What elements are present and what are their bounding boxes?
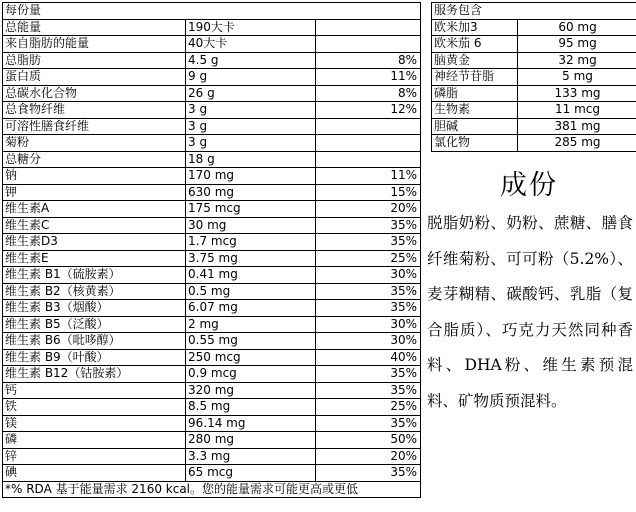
nutrient-name: 维生素 B6（吡哆醇） [3,333,186,350]
nutrient-rda-percent: 25% [316,399,421,416]
nutrient-rda-percent: 8% [316,52,421,69]
nutrient-row [3,118,421,135]
nutrient-name: 维生素C [3,217,186,234]
nutrient-amount: 250 mcg [186,349,316,366]
nutrient-rda-percent: 35% [316,382,421,399]
nutrient-row [3,69,421,86]
nutrient-amount: 630 mg [186,184,316,201]
nutrient-row [3,465,421,482]
nutrient-rda-percent: 30% [316,316,421,333]
nutrient-row [3,168,421,185]
nutrient-rda-percent [316,135,421,152]
serving-amount: 60 mg [518,19,636,36]
nutrient-row [3,382,421,399]
nutrient-amount: 40大卡 [186,36,316,53]
nutrient-amount: 3 g [186,135,316,152]
nutrient-row [3,349,421,366]
nutrient-rda-percent: 25% [316,250,421,267]
nutrient-name: 维生素A [3,201,186,218]
nutrient-name: 维生素E [3,250,186,267]
nutrient-row [3,283,421,300]
nutrient-amount: 4.5 g [186,52,316,69]
serving-name: 神经节苷脂 [432,69,518,86]
nutrient-row [3,201,421,218]
nutrient-name: 总食物纤维 [3,102,186,119]
nutrition-header-row [3,3,421,20]
nutrient-rda-percent: 20% [316,448,421,465]
nutrient-name: 维生素 B3（烟酸） [3,300,186,317]
serving-row [432,52,636,69]
nutrient-name: 钠 [3,168,186,185]
servings-header-row [432,3,636,20]
nutrient-amount: 3 g [186,102,316,119]
nutrient-row [3,300,421,317]
serving-name: 脑黄金 [432,52,518,69]
nutrient-amount: 175 mcg [186,201,316,218]
nutrient-row [3,151,421,168]
nutrient-amount: 170 mg [186,168,316,185]
nutrient-amount: 6.07 mg [186,300,316,317]
nutrient-amount: 0.9 mcg [186,366,316,383]
serving-row [432,36,636,53]
nutrient-rda-percent: 35% [316,234,421,251]
nutrient-amount: 96.14 mg [186,415,316,432]
serving-amount: 11 mcg [518,102,636,119]
nutrient-row [3,19,421,36]
nutrient-amount: 30 mg [186,217,316,234]
serving-row [432,19,636,36]
nutrient-rda-percent [316,19,421,36]
nutrition-header: 每份量 [3,3,421,20]
nutrient-amount: 26 g [186,85,316,102]
nutrient-rda-percent: 35% [316,300,421,317]
nutrient-rda-percent: 11% [316,69,421,86]
nutrient-rda-percent: 35% [316,415,421,432]
nutrient-rda-percent: 20% [316,201,421,218]
nutrient-name: 碘 [3,465,186,482]
ingredients-title: 成份 [500,170,558,201]
serving-name: 生物素 [432,102,518,119]
nutrient-rda-percent: 35% [316,217,421,234]
serving-amount: 285 mg [518,135,636,152]
nutrient-amount: 3 g [186,118,316,135]
nutrient-row [3,448,421,465]
nutrient-name: 维生素 B2（核黄素） [3,283,186,300]
nutrient-name: 总糖分 [3,151,186,168]
nutrient-row [3,366,421,383]
serving-name: 氯化物 [432,135,518,152]
nutrient-rda-percent: 15% [316,184,421,201]
nutrient-name: 铁 [3,399,186,416]
serving-row [432,135,636,152]
nutrient-amount: 0.5 mg [186,283,316,300]
nutrient-amount: 190大卡 [186,19,316,36]
nutrient-rda-percent: 12% [316,102,421,119]
nutrient-name: 维生素 B9（叶酸） [3,349,186,366]
nutrient-rda-percent [316,36,421,53]
nutrient-amount: 2 mg [186,316,316,333]
nutrient-amount: 3.3 mg [186,448,316,465]
footnote-row [3,481,421,498]
nutrient-row [3,316,421,333]
nutrient-rda-percent: 8% [316,85,421,102]
serving-contents-table [431,2,636,152]
nutrient-row [3,399,421,416]
nutrient-rda-percent: 35% [316,366,421,383]
nutrient-row [3,135,421,152]
nutrient-amount: 3.75 mg [186,250,316,267]
nutrient-rda-percent: 40% [316,349,421,366]
nutrient-row [3,52,421,69]
nutrient-name: 来自脂肪的能量 [3,36,186,53]
nutrient-rda-percent: 50% [316,432,421,449]
nutrient-amount: 320 mg [186,382,316,399]
nutrient-name: 总脂肪 [3,52,186,69]
nutrient-name: 磷 [3,432,186,449]
nutrient-row [3,234,421,251]
nutrient-name: 可溶性膳食纤维 [3,118,186,135]
nutrient-name: 钙 [3,382,186,399]
serving-row [432,69,636,86]
serving-amount: 381 mg [518,118,636,135]
serving-row [432,102,636,119]
nutrient-amount: 0.55 mg [186,333,316,350]
nutrient-row [3,184,421,201]
nutrient-rda-percent: 35% [316,465,421,482]
nutrient-rda-percent [316,151,421,168]
nutrient-name: 钾 [3,184,186,201]
serving-row [432,118,636,135]
nutrient-amount: 9 g [186,69,316,86]
nutrient-amount: 280 mg [186,432,316,449]
nutrient-rda-percent: 11% [316,168,421,185]
nutrient-name: 维生素 B12（钴胺素） [3,366,186,383]
nutrient-row [3,85,421,102]
nutrient-name: 维生素 B1（硫胺素） [3,267,186,284]
nutrient-row [3,36,421,53]
nutrient-name: 菊粉 [3,135,186,152]
nutrient-name: 锌 [3,448,186,465]
serving-amount: 95 mg [518,36,636,53]
ingredients-text: 脱脂奶粉、奶粉、蔗糖、膳食纤维菊粉、可可粉（5.2%）、麦芽糊精、碳酸钙、乳脂（复合脂质）、巧克力天然同种香料、DHA粉、维生素预混料、矿物质预混料。 [427,214,633,410]
serving-name: 欧米加3 [432,19,518,36]
serving-name: 欧米茄 6 [432,36,518,53]
nutrient-row [3,333,421,350]
nutrient-row [3,415,421,432]
nutrient-name: 镁 [3,415,186,432]
nutrient-rda-percent [316,118,421,135]
nutrient-name: 蛋白质 [3,69,186,86]
nutrient-name: 总碳水化合物 [3,85,186,102]
rda-footnote: *% RDA 基于能量需求 2160 kcal。您的能量需求可能更高或更低 [3,481,421,498]
servings-header: 服务包含 [432,3,636,20]
nutrient-rda-percent: 30% [316,267,421,284]
serving-name: 胆碱 [432,118,518,135]
nutrient-amount: 1.7 mcg [186,234,316,251]
nutrient-row [3,250,421,267]
nutrient-rda-percent: 30% [316,333,421,350]
nutrient-row [3,267,421,284]
nutrition-facts-table [2,2,421,498]
serving-amount: 5 mg [518,69,636,86]
serving-amount: 32 mg [518,52,636,69]
nutrient-row [3,102,421,119]
nutrient-amount: 18 g [186,151,316,168]
nutrient-row [3,217,421,234]
nutrient-amount: 65 mcg [186,465,316,482]
serving-name: 磷脂 [432,85,518,102]
nutrient-amount: 8.5 mg [186,399,316,416]
nutrient-rda-percent: 35% [316,283,421,300]
nutrient-row [3,432,421,449]
serving-amount: 133 mg [518,85,636,102]
nutrient-name: 维生素D3 [3,234,186,251]
nutrient-name: 维生素 B5（泛酸） [3,316,186,333]
nutrient-amount: 0.41 mg [186,267,316,284]
nutrient-name: 总能量 [3,19,186,36]
serving-row [432,85,636,102]
